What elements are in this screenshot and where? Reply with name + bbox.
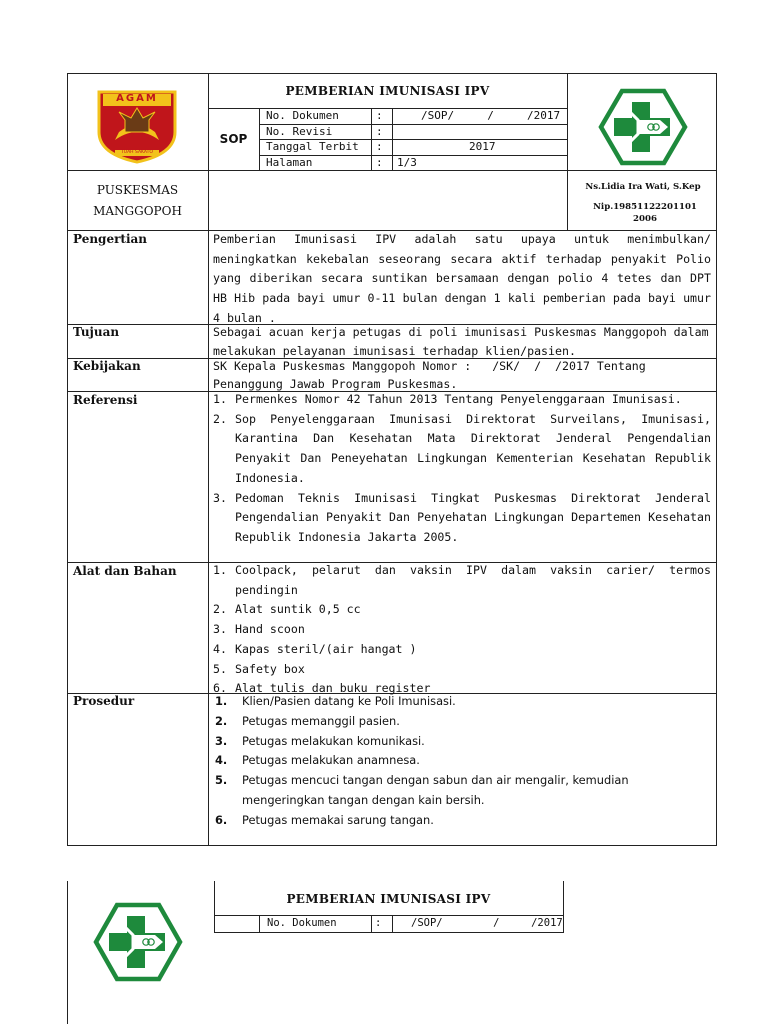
label-tujuan: Tujuan [73,325,120,339]
text-tujuan: Sebagai acuan kerja petugas di poli imunisasi Puskesmas Manggopoh dalam melakukan pelayanan imunisasi terhadap klien/pasien. [213,325,709,358]
sop-label: SOP [219,132,248,146]
item-text: Hand scoon [235,622,305,637]
item-number: 2. [215,713,228,728]
item-text: Petugas memakai sarung tangan. [242,812,434,827]
item-text: Petugas memanggil pasien. [242,713,400,728]
org-name [67,180,208,222]
list-referensi [213,390,711,548]
doc-label: No. Dokumen [266,109,339,122]
item-number: 5. [213,661,227,676]
agam-logo [95,88,179,164]
page2-title: PEMBERIAN IMUNISASI IPV [286,892,491,906]
list-item [215,751,711,771]
list-item [215,712,711,732]
item-number: 1. [213,563,227,577]
doc-row-tanggal [259,139,567,155]
item-number: 2. [213,602,227,617]
doc-label: No. Dokumen [267,917,337,929]
label-referensi: Referensi [73,393,138,407]
item-text: Alat suntik 0,5 cc [235,602,361,617]
list-item [213,600,711,620]
list-prosedur [215,692,711,831]
doc-value: /SOP/ / /2017 [411,917,563,929]
logo-text: AGAM [116,93,158,104]
doc-sep: : [376,109,383,122]
item-text: Alat tulis dan buku register [235,681,431,696]
page-title: PEMBERIAN IMUNISASI IPV [285,84,490,98]
doc-sep: : [375,917,382,929]
item-text: Safety box [235,661,305,676]
doc-label: No. Revisi [266,125,333,138]
item-text: Coolpack, pelarut dan vaksin IPV dalam vaksin carier/ termos pendingin [235,563,711,597]
doc-sep: : [376,140,383,153]
signer-nip: Nip.19851122201101 2006 [593,202,697,224]
item-number: 5. [215,773,228,788]
item-text: Petugas melakukan komunikasi. [242,733,425,748]
signer-name: Ns.Lidia Ira Wati, S.Kep [585,182,701,192]
org-line-1: PUSKESMAS [96,183,179,197]
doc-label: Halaman [266,156,313,169]
item-text: Petugas mencuci tangan dengan sabun dan air mengalir, kemudian mengeringkan tangan dengan kain bersih. [242,773,629,807]
doc-row-dokumen [259,108,567,124]
item-number: 4. [215,753,228,768]
puskesmas-logo [598,88,688,166]
org-line-2: MANGGOPOH [93,204,182,218]
doc-value: 1/3 [397,156,417,169]
list-item [215,732,711,752]
item-text: Sop Penyelenggaraan Imunisasi Direktorat Surveilans, Imunisasi, Karantina Dan Kesehatan Mata Direktorat Jenderal Pengendalian Penyakit Dan Peneyehatan Lingkungan Kementerian Kesehatan Republik Indonesia. [235,411,711,485]
page2-doc-row [259,915,563,932]
doc-sep: : [376,125,383,138]
list-item [213,410,711,489]
list-item [213,660,711,680]
list-item [215,771,711,811]
item-number: 1. [215,694,228,708]
doc-sep: : [376,156,383,169]
item-number: 2. [213,411,227,426]
doc-value: 2017 [469,140,496,153]
label-pengertian: Pengertian [73,232,148,246]
page2-puskesmas-logo [93,902,183,982]
list-item [215,692,711,712]
text-pengertian: Pemberian Imunisasi IPV adalah satu upaya untuk menimbulkan/ meningkatkan kekebalan seseorang secara aktif terhadap penyakit Polio yang diberikan secara suntikan bersamaan dengan polio 4 tetes dan DPT HB Hib pada bayi umur 0-11 bulan dengan 1 kali pemberian pada bayi umur 4 bulan . [213,232,711,325]
doc-label: Tanggal Terbit [266,140,359,153]
list-item [213,489,711,548]
item-number: 4. [213,641,227,656]
doc-row-revisi [259,124,567,139]
list-item [213,561,711,600]
item-text: Klien/Pasien datang ke Poli Imunisasi. [242,694,456,708]
doc-value: /SOP/ / /2017 [421,109,561,122]
item-number: 6. [215,812,228,827]
item-text: Kapas steril/(air hangat ) [235,641,417,656]
label-prosedur: Prosedur [73,694,135,708]
item-number: 3. [213,490,227,505]
item-text: Permenkes Nomor 42 Tahun 2013 Tentang Penyelenggaraan Imunisasi. [235,392,682,406]
list-item [215,811,711,831]
doc-row-halaman [259,155,567,170]
list-item [213,390,711,410]
item-number: 3. [215,733,228,748]
item-number: 3. [213,622,227,637]
item-number: 1. [213,392,227,406]
text-kebijakan: SK Kepala Puskesmas Manggopoh Nomor : /SK/ / /2017 Tentang Penanggung Jawab Program Puskesmas. [213,359,653,391]
item-text: Pedoman Teknis Imunisasi Tingkat Puskesmas Direktorat Jenderal Pengendalian Penyakit Dan Penyehatan Lingkungan Departemen Kesehatan Republik Indonesia Jakarta 2005. [235,490,711,544]
logo-motto: TUAH SAKATO [121,150,153,155]
item-number: 6. [213,681,227,696]
list-item [213,640,711,660]
item-text: Petugas melakukan anamnesa. [242,753,420,768]
label-kebijakan: Kebijakan [73,359,141,373]
list-item [213,620,711,640]
label-alat: Alat dan Bahan [73,564,177,578]
list-alat [213,561,711,699]
